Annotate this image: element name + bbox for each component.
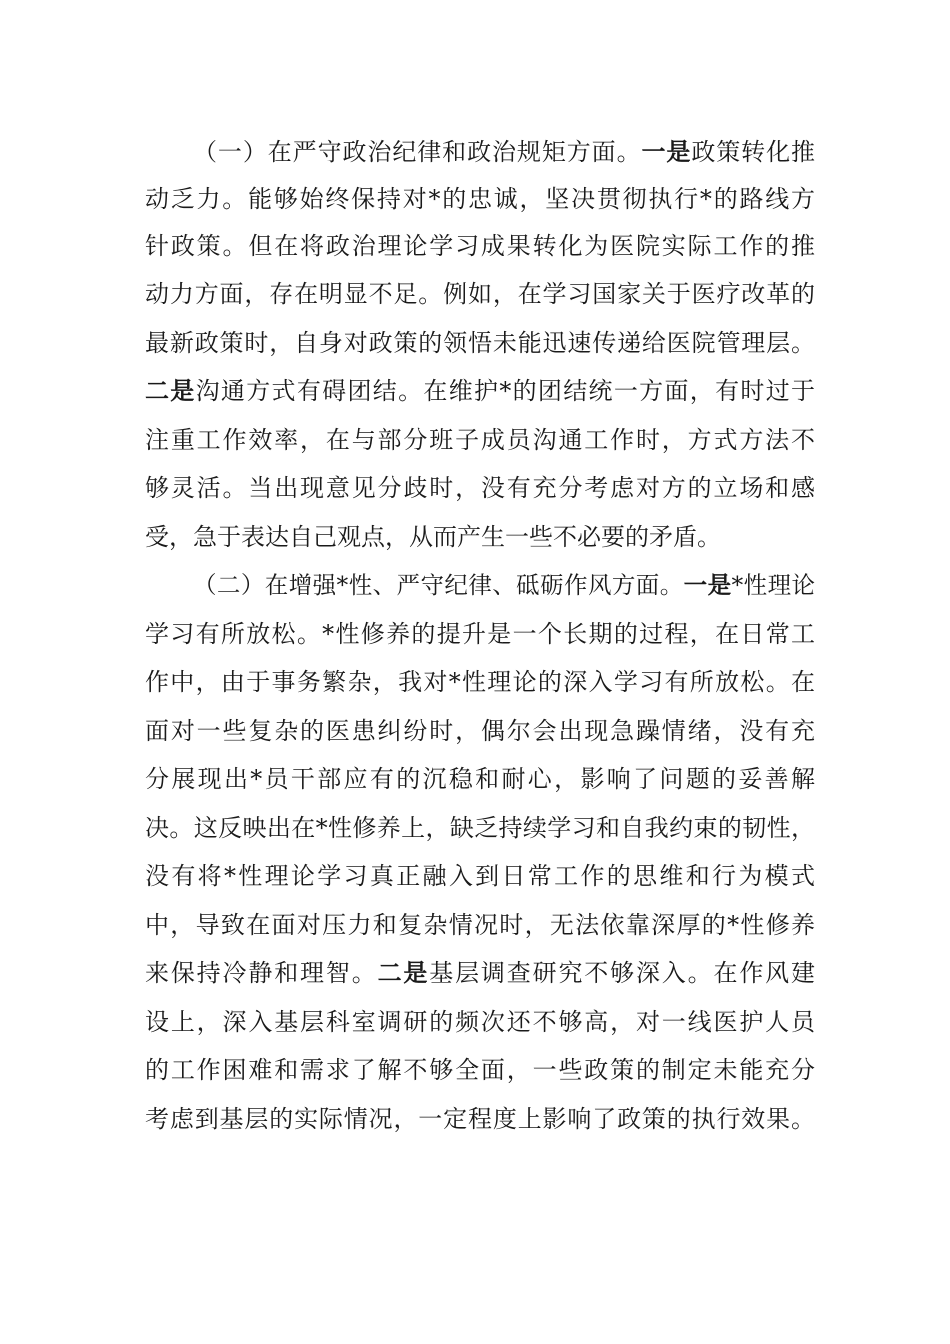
paragraph-2-line-8: [145, 905, 815, 945]
paragraph-1-line-3: [145, 226, 815, 266]
text-span: 政策转化推: [691, 138, 816, 166]
text-span: 没有将*性理论学习真正融入到日常工作的思维和行为模式: [145, 862, 815, 890]
paragraph-1-line-4: [145, 274, 815, 314]
text-span: 基层调查研究不够深入。在作风建: [429, 959, 816, 987]
paragraph-1-line-1: [193, 132, 815, 172]
paragraph-2-line-4: [145, 711, 815, 751]
paragraph-1-line-8: [145, 468, 815, 508]
emphasis-text: 一是: [641, 137, 692, 166]
emphasis-text: 二是: [377, 958, 430, 987]
paragraph-1-line-6: [145, 371, 815, 411]
paragraph-2-line-2: [145, 614, 815, 654]
paragraph-1-line-7: [145, 420, 815, 460]
text-span: 最新政策时，自身对政策的领悟未能迅速传递给医院管理层。: [145, 329, 815, 357]
paragraph-2-line-1: [193, 565, 815, 605]
text-span: 面对一些复杂的医患纠纷时，偶尔会出现急躁情绪，没有充: [145, 717, 815, 745]
text-span: 动力方面，存在明显不足。例如，在学习国家关于医疗改革的: [145, 280, 815, 308]
paragraph-2-line-11: [145, 1050, 815, 1090]
paragraph-1-line-5: [145, 323, 815, 363]
text-span: 来保持冷静和理智。: [145, 959, 378, 987]
text-span: 动乏力。能够始终保持对*的忠诚，坚决贯彻执行*的路线方: [145, 185, 815, 213]
paragraph-2-line-10: [145, 1002, 815, 1042]
paragraph-2-line-5: [145, 759, 815, 799]
text-span: （二）在增强*性、严守纪律、砥砺作风方面。: [193, 571, 684, 599]
text-span: 设上，深入基层科室调研的频次还不够高，对一线医护人员: [145, 1008, 815, 1036]
text-span: 够灵活。当出现意见分歧时，没有充分考虑对方的立场和感: [145, 474, 815, 502]
paragraph-2-line-7: [145, 856, 815, 896]
paragraph-2-line-9: [145, 953, 815, 993]
paragraph-2-line-3: [145, 662, 815, 702]
text-span: 决。这反映出在*性修养上，缺乏持续学习和自我约束的韧性，: [145, 814, 815, 842]
text-span: 的工作困难和需求了解不够全面，一些政策的制定未能充分: [145, 1056, 815, 1084]
emphasis-text: 二是: [145, 376, 196, 405]
text-span: 注重工作效率，在与部分班子成员沟通工作时，方式方法不: [145, 426, 815, 454]
text-span: 中，导致在面对压力和复杂情况时，无法依靠深厚的*性修养: [145, 911, 815, 939]
text-span: 分展现出*员干部应有的沉稳和耐心，影响了问题的妥善解: [145, 765, 815, 793]
paragraph-1-line-9: [145, 517, 815, 557]
paragraph-2-line-12: [145, 1099, 815, 1139]
paragraph-2-line-6: [145, 808, 815, 848]
text-span: 针政策。但在将政治理论学习成果转化为医院实际工作的推: [145, 232, 815, 260]
text-span: *性理论: [731, 571, 816, 599]
text-span: 学习有所放松。*性修养的提升是一个长期的过程，在日常工: [145, 620, 815, 648]
emphasis-text: 一是: [683, 571, 732, 599]
text-span: 作中，由于事务繁杂，我对*性理论的深入学习有所放松。在: [145, 668, 815, 696]
text-span: 受，急于表达自己观点，从而产生一些不必要的矛盾。: [145, 523, 721, 551]
text-span: 沟通方式有碍团结。在维护*的团结统一方面，有时过于: [195, 377, 816, 405]
text-span: 考虑到基层的实际情况，一定程度上影响了政策的执行效果。: [145, 1105, 815, 1133]
paragraph-1-line-2: [145, 179, 815, 219]
text-span: （一）在严守政治纪律和政治规矩方面。: [193, 138, 642, 166]
